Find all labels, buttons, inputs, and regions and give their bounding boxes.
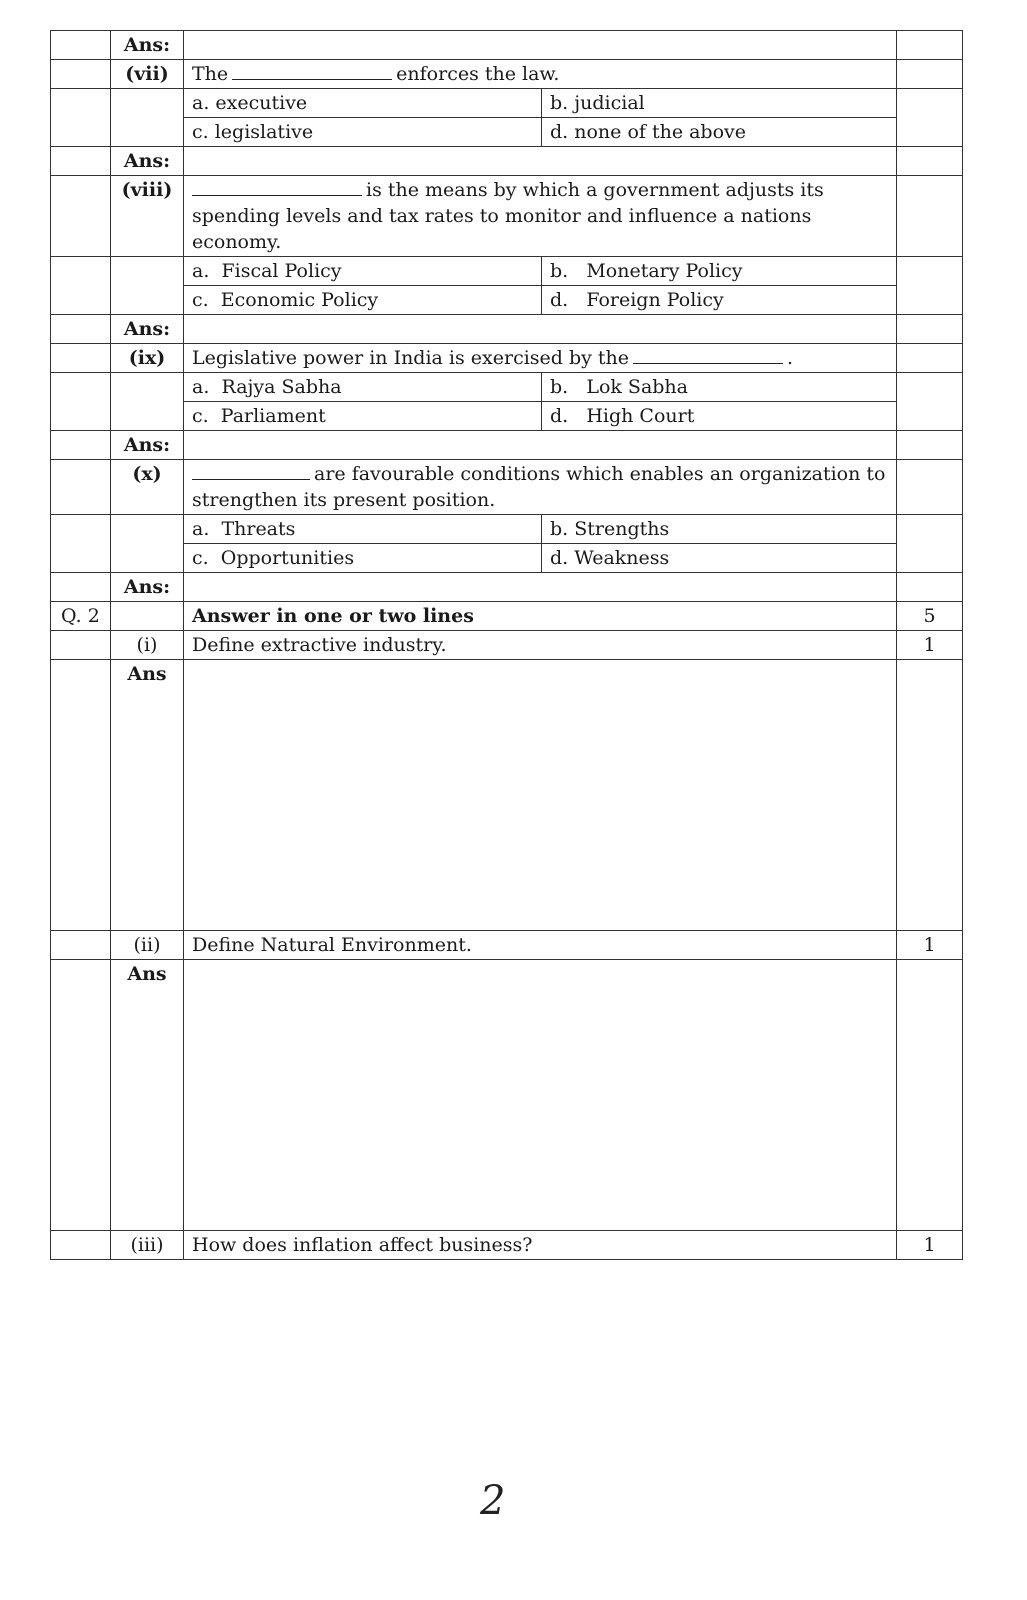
question-row: [51, 460, 963, 515]
option-b[interactable]: b. Strengths: [542, 515, 897, 544]
question-text: Define Natural Environment.: [184, 931, 897, 960]
answer-row: [51, 573, 963, 602]
question-paper-page: [50, 30, 962, 1260]
answer-space[interactable]: [184, 147, 897, 176]
question-row: [51, 1231, 963, 1260]
question-number: (vii): [111, 60, 184, 89]
section-heading: Answer in one or two lines: [184, 602, 897, 631]
fill-blank: [192, 177, 362, 196]
ans-label: Ans: [111, 660, 184, 931]
answer-row: [51, 431, 963, 460]
section-marks: 5: [897, 602, 963, 631]
option-a[interactable]: a. executive: [184, 89, 542, 118]
options-row: [51, 402, 963, 431]
ans-label: Ans:: [111, 147, 184, 176]
answer-space[interactable]: [184, 573, 897, 602]
answer-row: [51, 147, 963, 176]
question-text: is the means by which a government adjusts its spending levels and tax rates to monitor and influence a nations economy.: [184, 176, 897, 257]
question-table: [50, 30, 963, 1260]
answer-space[interactable]: [184, 431, 897, 460]
option-d[interactable]: d. Foreign Policy: [542, 286, 897, 315]
options-row: [51, 286, 963, 315]
question-row: [51, 176, 963, 257]
answer-row: [51, 660, 963, 931]
option-c[interactable]: c. Parliament: [184, 402, 542, 431]
ans-label: Ans:: [111, 431, 184, 460]
question-text: are favourable conditions which enables an organization to strengthen its present position.: [184, 460, 897, 515]
ans-label: Ans:: [111, 315, 184, 344]
option-b[interactable]: b. Monetary Policy: [542, 257, 897, 286]
option-d[interactable]: d. none of the above: [542, 118, 897, 147]
question-marks: 1: [897, 631, 963, 660]
answer-space[interactable]: [184, 31, 897, 60]
ans-label: Ans:: [111, 31, 184, 60]
answer-space[interactable]: [184, 660, 897, 931]
question-number: (iii): [111, 1231, 184, 1260]
fill-blank: [633, 345, 783, 364]
option-b[interactable]: b. judicial: [542, 89, 897, 118]
option-a[interactable]: a. Rajya Sabha: [184, 373, 542, 402]
option-c[interactable]: c. legislative: [184, 118, 542, 147]
options-row: [51, 89, 963, 118]
question-row: [51, 931, 963, 960]
option-c[interactable]: c. Opportunities: [184, 544, 542, 573]
answer-row: [51, 31, 963, 60]
answer-row: [51, 315, 963, 344]
ans-label: Ans: [111, 960, 184, 1231]
question-row: [51, 60, 963, 89]
fill-blank: [192, 461, 310, 480]
option-a[interactable]: a. Threats: [184, 515, 542, 544]
options-row: [51, 257, 963, 286]
options-row: [51, 373, 963, 402]
option-a[interactable]: a. Fiscal Policy: [184, 257, 542, 286]
question-marks: 1: [897, 1231, 963, 1260]
question-number: (viii): [111, 176, 184, 257]
options-row: [51, 515, 963, 544]
page-number: 2: [480, 1478, 506, 1524]
question-row: [51, 631, 963, 660]
question-number: (ix): [111, 344, 184, 373]
ans-label: Ans:: [111, 573, 184, 602]
options-row: [51, 544, 963, 573]
question-text: How does inflation affect business?: [184, 1231, 897, 1260]
fill-blank: [232, 61, 392, 80]
question-text: The enforces the law.: [184, 60, 897, 89]
question-row: [51, 344, 963, 373]
section-number: Q. 2: [51, 602, 111, 631]
option-d[interactable]: d. Weakness: [542, 544, 897, 573]
question-number: (i): [111, 631, 184, 660]
question-marks: 1: [897, 931, 963, 960]
answer-space[interactable]: [184, 315, 897, 344]
question-text: Legislative power in India is exercised by the .: [184, 344, 897, 373]
question-number: (ii): [111, 931, 184, 960]
options-row: [51, 118, 963, 147]
section-heading-row: [51, 602, 963, 631]
answer-row: [51, 960, 963, 1231]
option-c[interactable]: c. Economic Policy: [184, 286, 542, 315]
option-b[interactable]: b. Lok Sabha: [542, 373, 897, 402]
question-text: Define extractive industry.: [184, 631, 897, 660]
option-d[interactable]: d. High Court: [542, 402, 897, 431]
question-number: (x): [111, 460, 184, 515]
answer-space[interactable]: [184, 960, 897, 1231]
